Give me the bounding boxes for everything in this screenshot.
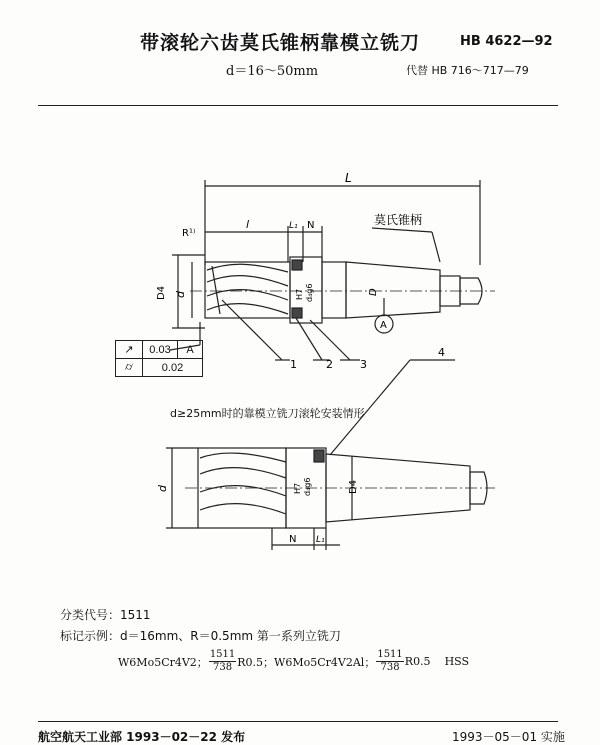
lower-label-N: N <box>289 534 297 545</box>
lower-label-L1: L₁ <box>316 535 325 545</box>
example-material-2: W6Mo5Cr4V2Al； <box>274 655 376 669</box>
cylindricity-symbol: ⌭ <box>116 359 143 377</box>
label-D: D <box>368 288 379 296</box>
label-d: d <box>174 291 187 298</box>
runout-value: 0.03 <box>143 341 178 359</box>
marking-example <box>118 649 469 674</box>
effective-date: 1993－05－01 实施 <box>452 730 565 744</box>
lower-label-d4g6: d₄g6 <box>303 477 312 496</box>
lower-label-d: d <box>156 485 169 492</box>
label-datum-A: A <box>380 320 387 331</box>
marking-example-intro: 标记示例：d＝16mm、R＝0.5mm 第一系列立铣刀 <box>60 629 341 643</box>
callout-1: 1 <box>290 358 297 371</box>
replaces-note: 代替 HB 716～717—79 <box>406 64 529 77</box>
label-D4: D4 <box>156 285 167 300</box>
standard-number: HB 4622—92 <box>460 34 553 49</box>
example-material-1: W6Mo5Cr4V2； <box>118 655 208 669</box>
footer-divider <box>38 721 558 722</box>
header-divider <box>38 105 558 106</box>
label-L1: L₁ <box>289 221 298 231</box>
label-morse-taper: 莫氏锥柄 <box>374 213 423 227</box>
lower-label-D4: D4 <box>348 479 359 494</box>
example-fraction-2: $\frac{1511}{738}$ <box>377 649 403 673</box>
classification-code: 分类代号：1511 <box>60 608 151 622</box>
morse-taper-shank <box>346 262 440 318</box>
callout-2: 2 <box>326 358 333 371</box>
example-r-1: R0.5； <box>237 655 275 669</box>
label-d4g6: d₄g6 <box>305 283 314 302</box>
callout-3: 3 <box>360 358 367 371</box>
label-L: L <box>345 171 352 185</box>
section-caption: d≥25mm时的靠模立铣刀滚轮安装情形 <box>170 407 365 420</box>
label-N: N <box>307 220 315 231</box>
size-range: d＝16～50mm <box>226 64 319 79</box>
example-fraction-1: $\frac{1511}{738}$ <box>209 649 236 673</box>
cutter-drawing <box>0 110 600 570</box>
cylindricity-value: 0.02 <box>143 359 203 377</box>
standard-title: 带滚轮六齿莫氏锥柄靠模立铣刀 <box>140 32 421 54</box>
runout-symbol: ↗ <box>116 341 143 359</box>
example-r-2: R0.5 <box>404 655 431 668</box>
callout-4: 4 <box>438 346 445 359</box>
label-l: l <box>246 218 250 231</box>
example-hss: HSS <box>444 655 470 668</box>
runout-datum: A <box>178 341 203 359</box>
geometric-tolerance-frame <box>115 340 203 377</box>
issue-date: 航空航天工业部 1993－02－22 发布 <box>38 730 246 744</box>
label-R: R¹⁾ <box>182 228 196 239</box>
label-H7: H7 <box>295 288 304 300</box>
lower-label-H7: H7 <box>293 482 302 494</box>
